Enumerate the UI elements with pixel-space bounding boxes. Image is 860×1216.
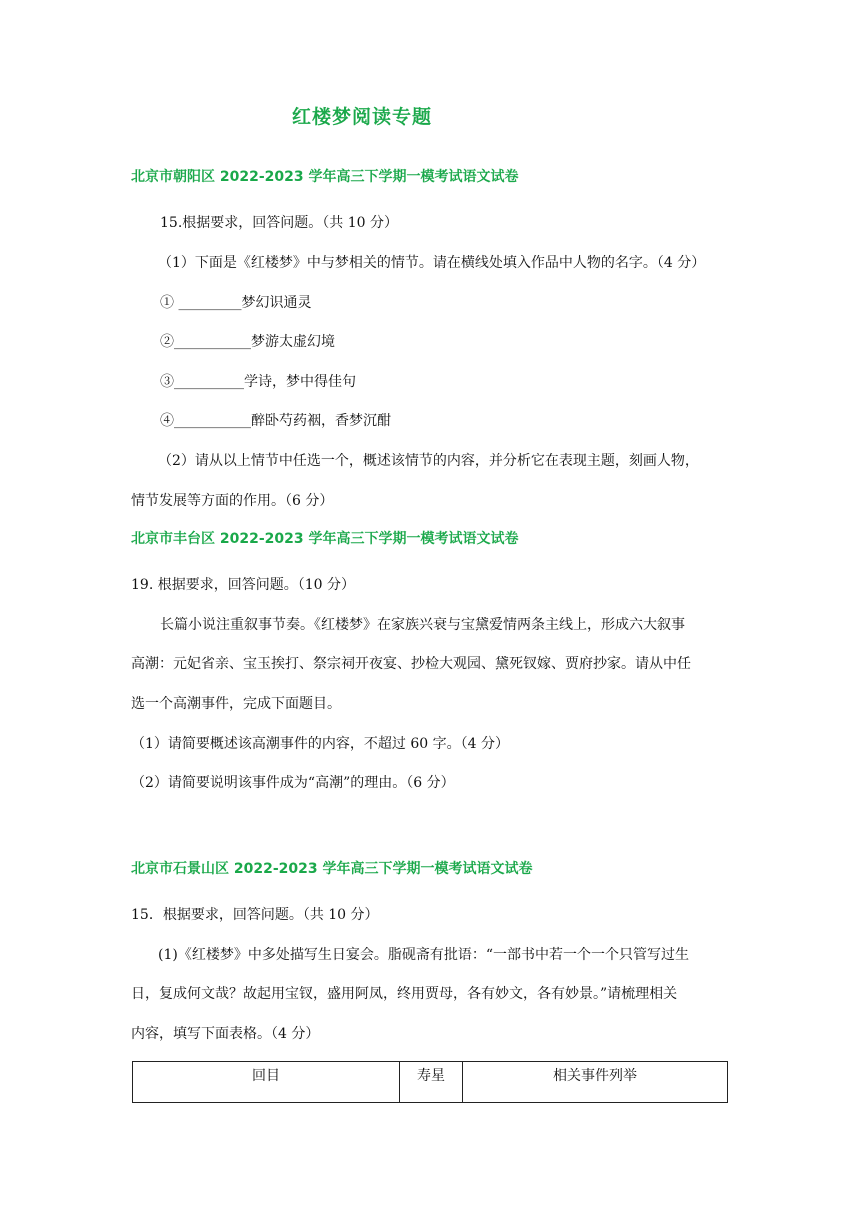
paragraph-line: (1)《红楼梦》中多处描写生日宴会。脂砚斋有批语：“一部书中若一个一个只管写过生 — [158, 947, 689, 963]
table-header-cell: 相关事件列举 — [463, 1062, 728, 1103]
dream-item-2: ②___________梦游太虚幻境 — [160, 334, 335, 350]
paragraph-line: 日，复成何文哉？故起用宝钗，盛用阿凤，终用贾母，各有妙文，各有妙景。”请梳理相关 — [131, 986, 678, 1002]
paragraph-line: 内容，填写下面表格。（4 分） — [131, 1026, 320, 1042]
sub-question-1: （1）下面是《红楼梦》中与梦相关的情节。请在横线处填入作品中人物的名字。（4 分） — [158, 255, 706, 271]
sub-question-2-line2: 情节发展等方面的作用。（6 分） — [131, 493, 334, 509]
question-intro: 19. 根据要求，回答问题。（10 分） — [131, 577, 355, 593]
section-heading-fengtai: 北京市丰台区 2022-2023 学年高三下学期一模考试语文试卷 — [131, 531, 519, 547]
table-header-cell: 寿星 — [400, 1062, 463, 1103]
dream-item-4: ④___________醉卧芍药裀，香梦沉酣 — [160, 413, 391, 429]
sub-question-2: （2）请简要说明该事件成为“高潮”的理由。（6 分） — [131, 775, 455, 791]
dream-item-3: ③__________学诗，梦中得佳句 — [160, 374, 356, 390]
table-header-row — [133, 1062, 728, 1103]
page-title: 红楼梦阅读专题 — [292, 106, 433, 128]
table-header-cell: 回目 — [133, 1062, 400, 1103]
dream-item-1: ① _________梦幻识通灵 — [160, 295, 312, 311]
section-heading-shijingshan: 北京市石景山区 2022-2023 学年高三下学期一模考试语文试卷 — [131, 861, 533, 877]
birthday-table — [132, 1061, 728, 1103]
paragraph-line: 选一个高潮事件，完成下面题目。 — [131, 696, 341, 712]
sub-question-2-line1: （2）请从以上情节中任选一个，概述该情节的内容，并分析它在表现主题，刻画人物， — [158, 453, 699, 469]
sub-question-1: （1）请简要概述该高潮事件的内容，不超过 60 字。（4 分） — [131, 736, 509, 752]
question-intro: 15.根据要求，回答问题。（共 10 分） — [160, 215, 398, 231]
question-intro: 15．根据要求，回答问题。（共 10 分） — [131, 907, 379, 923]
paragraph-line: 高潮：元妃省亲、宝玉挨打、祭宗祠开夜宴、抄检大观园、黛死钗嫁、贾府抄家。请从中任 — [131, 656, 691, 672]
paragraph-line: 长篇小说注重叙事节奏。《红楼梦》在家族兴衰与宝黛爱情两条主线上，形成六大叙事 — [160, 617, 685, 633]
section-heading-chaoyang: 北京市朝阳区 2022-2023 学年高三下学期一模考试语文试卷 — [131, 169, 519, 185]
